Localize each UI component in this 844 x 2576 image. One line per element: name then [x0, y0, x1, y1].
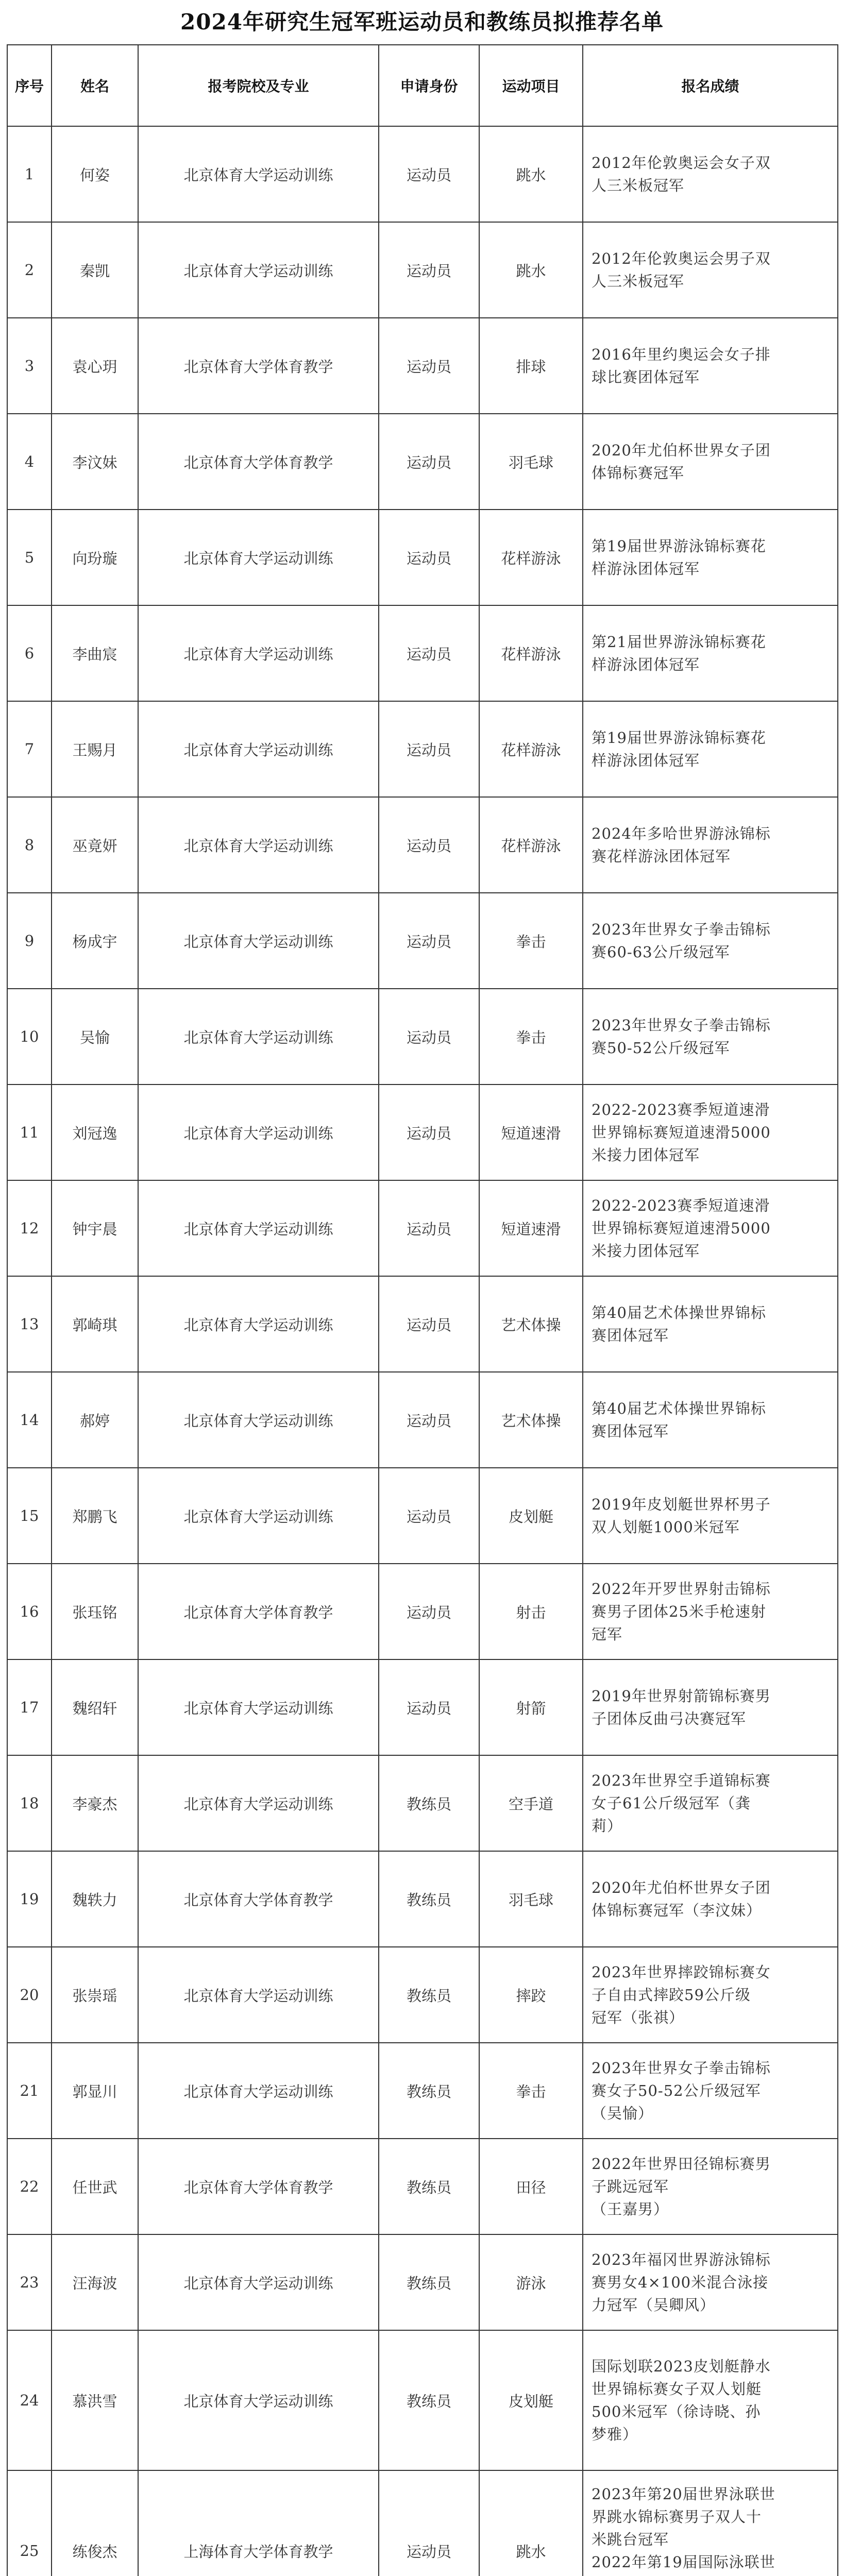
cell-role: 运动员 [379, 797, 479, 893]
table-row [7, 318, 838, 414]
recommendation-table [7, 44, 838, 2576]
table-row [7, 797, 838, 893]
result-line: 2012年伦敦奥运会女子双 [592, 154, 771, 172]
result-line: 赛团体冠军 [592, 1327, 669, 1344]
cell-name: 郑鹏飞 [52, 1468, 138, 1564]
table-header-row [7, 45, 838, 126]
cell-seq: 15 [7, 1468, 52, 1564]
cell-role: 教练员 [379, 2330, 479, 2470]
table-row [7, 2330, 838, 2470]
result-line: 体锦标赛冠军 [592, 464, 685, 482]
result-line: 世界锦标赛短道速滑5000 [592, 1219, 771, 1237]
cell-event: 短道速滑 [479, 1084, 583, 1180]
cell-event: 花样游泳 [479, 510, 583, 605]
cell-role: 运动员 [379, 1372, 479, 1468]
cell-school: 北京体育大学运动训练 [138, 1180, 379, 1276]
table-row [7, 1468, 838, 1564]
result-line: 界跳水锦标赛男子双人十 [592, 2508, 762, 2526]
cell-result [583, 1084, 838, 1180]
result-line: 2023年第20届世界泳联世 [592, 2485, 775, 2503]
cell-school: 北京体育大学运动训练 [138, 605, 379, 701]
cell-school: 北京体育大学运动训练 [138, 797, 379, 893]
cell-role: 教练员 [379, 2234, 479, 2330]
cell-name: 慕洪雪 [52, 2330, 138, 2470]
cell-school: 北京体育大学运动训练 [138, 1947, 379, 2043]
cell-event: 拳击 [479, 2043, 583, 2139]
result-line: 2019年世界射箭锦标赛男 [592, 1687, 771, 1705]
result-line: 样游泳团体冠军 [592, 656, 700, 673]
cell-school: 北京体育大学运动训练 [138, 1084, 379, 1180]
cell-event: 排球 [479, 318, 583, 414]
result-line [592, 2573, 831, 2576]
header-event: 运动项目 [479, 45, 583, 126]
cell-event: 跳水 [479, 222, 583, 318]
cell-role: 运动员 [379, 605, 479, 701]
result-line: 2019年皮划艇世界杯男子 [592, 1496, 771, 1513]
cell-event: 花样游泳 [479, 701, 583, 797]
cell-result [583, 893, 838, 989]
table-row [7, 1659, 838, 1755]
cell-name: 吴愉 [52, 989, 138, 1084]
cell-name: 练俊杰 [52, 2470, 138, 2576]
table-row [7, 893, 838, 989]
cell-school: 北京体育大学运动训练 [138, 126, 379, 222]
result-line: 2020年尤伯杯世界女子团 [592, 442, 771, 459]
cell-name: 袁心玥 [52, 318, 138, 414]
cell-seq: 17 [7, 1659, 52, 1755]
cell-event: 羽毛球 [479, 414, 583, 510]
cell-seq: 18 [7, 1755, 52, 1851]
result-line: 2016年里约奥运会女子排 [592, 346, 771, 363]
cell-seq: 25 [7, 2470, 52, 2576]
result-line: 2022年开罗世界射击锦标 [592, 1580, 771, 1598]
result-line: 双人划艇1000米冠军 [592, 1518, 740, 1536]
result-line: 2023年福冈世界游泳锦标 [592, 2251, 771, 2268]
cell-seq: 23 [7, 2234, 52, 2330]
table-row [7, 1276, 838, 1372]
cell-result [583, 2043, 838, 2139]
cell-role: 教练员 [379, 1755, 479, 1851]
cell-result [583, 1276, 838, 1372]
cell-role: 运动员 [379, 1468, 479, 1564]
cell-event: 短道速滑 [479, 1180, 583, 1276]
cell-result [583, 2470, 838, 2576]
cell-school: 北京体育大学运动训练 [138, 222, 379, 318]
table-row [7, 2139, 838, 2234]
cell-event: 跳水 [479, 126, 583, 222]
cell-seq: 8 [7, 797, 52, 893]
result-line: 赛花样游泳团体冠军 [592, 848, 731, 865]
header-result: 报名成绩 [583, 45, 838, 126]
cell-seq: 11 [7, 1084, 52, 1180]
table-body [7, 126, 838, 2576]
cell-school: 北京体育大学体育教学 [138, 414, 379, 510]
cell-seq: 16 [7, 1564, 52, 1659]
table-row [7, 605, 838, 701]
result-line: 2022年世界田径锦标赛男 [592, 2155, 771, 2173]
cell-event: 拳击 [479, 989, 583, 1084]
cell-name: 魏绍轩 [52, 1659, 138, 1755]
cell-name: 李曲宸 [52, 605, 138, 701]
cell-school: 北京体育大学体育教学 [138, 318, 379, 414]
cell-school: 北京体育大学运动训练 [138, 2234, 379, 2330]
cell-role: 运动员 [379, 1659, 479, 1755]
table-row [7, 1180, 838, 1276]
cell-name: 郝婷 [52, 1372, 138, 1468]
cell-seq: 10 [7, 989, 52, 1084]
cell-result [583, 126, 838, 222]
result-line: 样游泳团体冠军 [592, 752, 700, 769]
cell-seq: 5 [7, 510, 52, 605]
cell-seq: 4 [7, 414, 52, 510]
cell-school: 北京体育大学运动训练 [138, 893, 379, 989]
cell-name: 王赐月 [52, 701, 138, 797]
cell-role: 运动员 [379, 989, 479, 1084]
result-line: 2023年世界女子拳击锦标 [592, 921, 771, 938]
result-line: 人三米板冠军 [592, 177, 685, 194]
table-row [7, 1947, 838, 2043]
cell-role: 运动员 [379, 510, 479, 605]
cell-role: 运动员 [379, 414, 479, 510]
cell-name: 李汶妹 [52, 414, 138, 510]
cell-event: 射击 [479, 1564, 583, 1659]
cell-role: 运动员 [379, 1564, 479, 1659]
table-row [7, 1755, 838, 1851]
cell-role: 运动员 [379, 126, 479, 222]
result-line: 赛女子50-52公斤级冠军 [592, 2082, 761, 2099]
header-seq: 序号 [7, 45, 52, 126]
result-line: 赛团体冠军 [592, 1422, 669, 1440]
cell-name: 钟宇晨 [52, 1180, 138, 1276]
result-line: 第21届世界游泳锦标赛花 [592, 633, 766, 651]
result-line: 500米冠军（徐诗晓、孙 [592, 2403, 761, 2420]
cell-role: 运动员 [379, 1084, 479, 1180]
cell-result [583, 318, 838, 414]
cell-result [583, 1947, 838, 2043]
cell-event: 花样游泳 [479, 605, 583, 701]
result-line: 米接力团体冠军 [592, 1146, 700, 1164]
cell-result [583, 1564, 838, 1659]
result-line: 2022-2023赛季短道速滑 [592, 1101, 770, 1118]
cell-result [583, 2139, 838, 2234]
result-line: 2022年第19届国际泳联世 [592, 2553, 775, 2571]
result-line: 世界锦标赛短道速滑5000 [592, 1124, 771, 1141]
table-row [7, 414, 838, 510]
cell-name: 汪海波 [52, 2234, 138, 2330]
cell-event: 皮划艇 [479, 2330, 583, 2470]
result-line: 第40届艺术体操世界锦标 [592, 1304, 766, 1321]
cell-role: 教练员 [379, 2139, 479, 2234]
cell-role: 运动员 [379, 893, 479, 989]
header-school: 报考院校及专业 [138, 45, 379, 126]
result-line: 米跳台冠军 [592, 2531, 669, 2548]
cell-seq: 7 [7, 701, 52, 797]
cell-role: 教练员 [379, 2043, 479, 2139]
cell-school: 北京体育大学体育教学 [138, 1851, 379, 1947]
cell-role: 运动员 [379, 222, 479, 318]
cell-school: 北京体育大学运动训练 [138, 1276, 379, 1372]
cell-school: 北京体育大学运动训练 [138, 2043, 379, 2139]
cell-result [583, 989, 838, 1084]
result-line: 米接力团体冠军 [592, 1242, 700, 1260]
table-row [7, 2234, 838, 2330]
result-line: 梦雅） [592, 2426, 638, 2443]
cell-name: 杨成宇 [52, 893, 138, 989]
table-row [7, 1084, 838, 1180]
table-row [7, 2043, 838, 2139]
result-line: （王嘉男） [592, 2200, 669, 2218]
cell-role: 运动员 [379, 318, 479, 414]
cell-role: 运动员 [379, 1276, 479, 1372]
cell-role: 运动员 [379, 2470, 479, 2576]
cell-school: 北京体育大学运动训练 [138, 1755, 379, 1851]
cell-seq: 21 [7, 2043, 52, 2139]
cell-event: 射箭 [479, 1659, 583, 1755]
cell-result [583, 1468, 838, 1564]
cell-result [583, 1372, 838, 1468]
cell-school: 北京体育大学体育教学 [138, 1564, 379, 1659]
cell-name: 刘冠逸 [52, 1084, 138, 1180]
result-line: 力冠军（吴卿风） [592, 2296, 716, 2314]
cell-result [583, 1851, 838, 1947]
cell-event: 拳击 [479, 893, 583, 989]
result-line: 2022-2023赛季短道速滑 [592, 1197, 770, 1214]
result-line: 第40届艺术体操世界锦标 [592, 1400, 766, 1417]
result-line: 冠军 [592, 1625, 623, 1643]
cell-seq: 1 [7, 126, 52, 222]
result-line: 女子61公斤级冠军（龚 [592, 1794, 751, 1812]
table-row [7, 701, 838, 797]
cell-event: 摔跤 [479, 1947, 583, 2043]
cell-school: 上海体育大学体育教学 [138, 2470, 379, 2576]
result-line: 第19届世界游泳锦标赛花 [592, 537, 766, 555]
cell-name: 张珏铭 [52, 1564, 138, 1659]
header-role: 申请身份 [379, 45, 479, 126]
cell-result [583, 222, 838, 318]
result-line: 第19届世界游泳锦标赛花 [592, 729, 766, 747]
table-row [7, 1851, 838, 1947]
cell-school: 北京体育大学体育教学 [138, 2139, 379, 2234]
cell-seq: 24 [7, 2330, 52, 2470]
result-line: 赛60-63公斤级冠军 [592, 943, 730, 961]
cell-result [583, 414, 838, 510]
header-name: 姓名 [52, 45, 138, 126]
result-line: 2023年世界女子拳击锦标 [592, 2059, 771, 2077]
cell-result [583, 701, 838, 797]
cell-result [583, 2330, 838, 2470]
result-line: 2023年世界摔跤锦标赛女 [592, 1963, 771, 1981]
cell-school: 北京体育大学运动训练 [138, 1372, 379, 1468]
cell-name: 李豪杰 [52, 1755, 138, 1851]
cell-event: 空手道 [479, 1755, 583, 1851]
cell-name: 魏轶力 [52, 1851, 138, 1947]
result-line: 赛50-52公斤级冠军 [592, 1039, 730, 1057]
cell-event: 跳水 [479, 2470, 583, 2576]
cell-school: 北京体育大学运动训练 [138, 1468, 379, 1564]
cell-role: 教练员 [379, 1851, 479, 1947]
cell-event: 艺术体操 [479, 1276, 583, 1372]
cell-result [583, 605, 838, 701]
result-line: 体锦标赛冠军（李汶妹） [592, 1902, 762, 1919]
cell-role: 教练员 [379, 1947, 479, 2043]
table-row [7, 1564, 838, 1659]
table-row [7, 222, 838, 318]
cell-seq: 22 [7, 2139, 52, 2234]
cell-event: 花样游泳 [479, 797, 583, 893]
cell-name: 秦凯 [52, 222, 138, 318]
result-line: 国际划联2023皮划艇静水 [592, 2358, 771, 2375]
result-line: 冠军（张祺） [592, 2009, 685, 2026]
cell-school: 北京体育大学运动训练 [138, 510, 379, 605]
cell-result [583, 1180, 838, 1276]
result-line: 球比赛团体冠军 [592, 368, 700, 386]
cell-result [583, 1659, 838, 1755]
cell-name: 郭崎琪 [52, 1276, 138, 1372]
cell-seq: 2 [7, 222, 52, 318]
cell-seq: 6 [7, 605, 52, 701]
result-line: 赛男子团体25米手枪速射 [592, 1603, 766, 1620]
cell-event: 游泳 [479, 2234, 583, 2330]
result-line: 人三米板冠军 [592, 273, 685, 290]
cell-name: 任世武 [52, 2139, 138, 2234]
cell-seq: 12 [7, 1180, 52, 1276]
page-title: 2024年研究生冠军班运动员和教练员拟推荐名单 [180, 9, 664, 35]
cell-event: 羽毛球 [479, 1851, 583, 1947]
cell-seq: 14 [7, 1372, 52, 1468]
cell-result [583, 1755, 838, 1851]
cell-seq: 20 [7, 1947, 52, 2043]
table-row [7, 510, 838, 605]
result-line: 2020年尤伯杯世界女子团 [592, 1879, 771, 1896]
result-line: 子团体反曲弓决赛冠军 [592, 1710, 747, 1727]
cell-seq: 9 [7, 893, 52, 989]
result-line: 世界锦标赛女子双人划艇 [592, 2380, 762, 2398]
table-row [7, 1372, 838, 1468]
cell-school: 北京体育大学运动训练 [138, 2330, 379, 2470]
cell-result [583, 2234, 838, 2330]
cell-event: 田径 [479, 2139, 583, 2234]
result-line: 赛男女4×100米混合泳接 [592, 2274, 769, 2291]
result-line: 2012年伦敦奥运会男子双 [592, 250, 771, 267]
table-row [7, 2470, 838, 2576]
table-row [7, 989, 838, 1084]
table-row [7, 126, 838, 222]
result-line: 2024年多哈世界游泳锦标 [592, 825, 771, 842]
cell-role: 运动员 [379, 701, 479, 797]
cell-role: 运动员 [379, 1180, 479, 1276]
cell-event: 艺术体操 [479, 1372, 583, 1468]
result-line: 子自由式摔跤59公斤级 [592, 1986, 751, 2004]
cell-seq: 19 [7, 1851, 52, 1947]
result-line: 2023年世界女子拳击锦标 [592, 1016, 771, 1034]
cell-name: 郭显川 [52, 2043, 138, 2139]
result-line: 子跳远冠军 [592, 2178, 669, 2195]
cell-seq: 13 [7, 1276, 52, 1372]
cell-result [583, 510, 838, 605]
result-line: 莉） [592, 1817, 623, 1835]
cell-name: 巫竟妍 [52, 797, 138, 893]
cell-name: 张崇瑶 [52, 1947, 138, 2043]
result-line: 样游泳团体冠军 [592, 560, 700, 578]
cell-name: 向玢璇 [52, 510, 138, 605]
result-line: 2023年世界空手道锦标赛 [592, 1772, 771, 1789]
cell-event: 皮划艇 [479, 1468, 583, 1564]
cell-school: 北京体育大学运动训练 [138, 989, 379, 1084]
cell-school: 北京体育大学运动训练 [138, 1659, 379, 1755]
cell-name: 何姿 [52, 126, 138, 222]
cell-result [583, 797, 838, 893]
result-line: （吴愉） [592, 2105, 654, 2122]
cell-seq: 3 [7, 318, 52, 414]
cell-school: 北京体育大学运动训练 [138, 701, 379, 797]
